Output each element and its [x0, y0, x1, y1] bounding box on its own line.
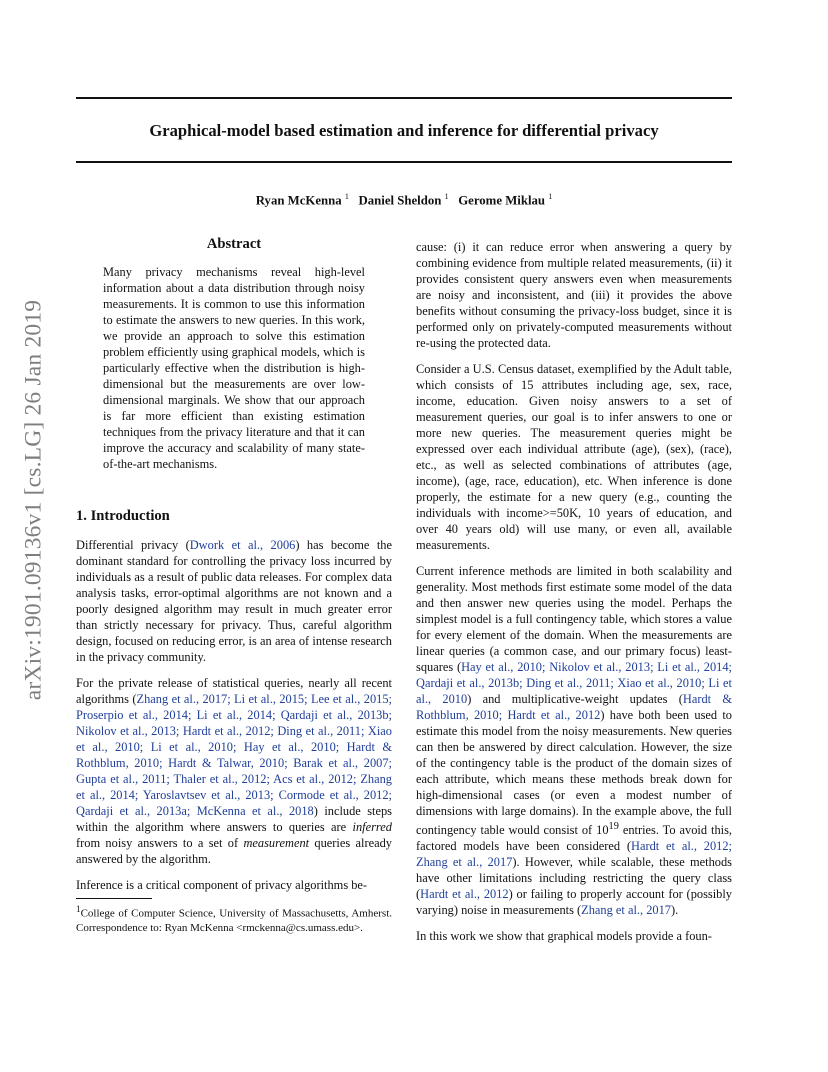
paragraph-gap [416, 351, 732, 361]
paper-title: Graphical-model based estimation and inference for differential privacy [149, 121, 659, 140]
citation-link[interactable]: Hardt et al., 2012; Zhang et al., 2017 [416, 839, 732, 870]
footnote [76, 902, 392, 936]
footnote-text: College of Computer Science, University of Massachusetts, Amherst. Correspondence to: Ryan McKenna <rmckenna@cs.umass.edu>. [76, 907, 392, 935]
paragraph-gap [416, 918, 732, 928]
arxiv-sidebar [14, 240, 54, 760]
left-column-body [76, 537, 392, 893]
author-name: Daniel Sheldon [358, 193, 442, 208]
text-run: entries. To avoid this, factored models have been considered ( [416, 823, 733, 854]
author-affiliation: 1 [344, 192, 349, 201]
text-run: ) have both been used to estimate this model from the noisy measurements. New queries can then be answered by direct calculation. However, the size of the contingency table is the product of the domain sizes of each attribute, which means these methods break down for high-dimensional cases (or even a modest number of dimensions with large domains). In the example above, the full contingency table would consist of 10 [416, 708, 732, 838]
author-list [76, 192, 732, 208]
section-heading-introduction: 1. Introduction [76, 508, 170, 524]
text-run: ). [670, 903, 679, 918]
abstract-heading: Abstract [206, 236, 262, 252]
text-run: ) or failing to properly account for (possibly varying) noise in measurements ( [416, 887, 732, 918]
superscript: 19 [608, 821, 619, 832]
author-affiliation: 1 [444, 192, 449, 201]
author-name: Gerome Miklau [458, 193, 546, 208]
right-column-body [416, 239, 732, 944]
text-run: For the private release of statistical queries, nearly all recent algorithms ( [76, 676, 392, 706]
top-rule [76, 97, 732, 99]
footnote-rule [76, 898, 152, 899]
body-paragraph: Consider a U.S. Census dataset, exemplified by the Adult table, which consists of 15 attributes including age, sex, race, income, education. Given noisy answers to a set of measurement queries, our goal is to infer answers to one or more new queries. The measurement queries might be expressed over each individual attribute (age), (sex), (race), etc., as well as selected combinations of attributes (age, income), (age, race, education), etc. When inference is done properly, the estimate for a new query (e.g., counting the individuals with income>=50K, 10 years of education, and over 40 years old) will use many, or even all, available measurements. [416, 362, 732, 552]
text-run: ). However, while scalable, these methods have other limitations including restricting the query class ( [416, 855, 733, 902]
text-run: ) and multiplicative-weight updates ( [467, 692, 683, 706]
intro-paragraph [76, 537, 392, 665]
text-run: Differential privacy ( [76, 538, 190, 552]
body-paragraph: In this work we show that graphical models provide a foun- [416, 929, 712, 944]
author-affiliation: 1 [548, 192, 553, 201]
footnote-mark: 1 [76, 904, 81, 914]
paragraph-gap [76, 665, 392, 675]
citation-link[interactable]: Hardt & Rothblum, 2010; Hardt et al., 2012 [416, 692, 732, 722]
arxiv-identifier: arXiv:1901.09136v1 [cs.LG] 26 Jan 2019 [20, 299, 47, 701]
citation-link[interactable]: Hay et al., 2010; Nikolov et al., 2013; Li et al., 2014; Qardaji et al., 2013b; Ding et al., 2011; Xiao et al., 2010; Li et al., 2010 [416, 660, 732, 706]
intro-paragraph [76, 675, 392, 867]
body-paragraph [416, 563, 732, 918]
abstract-text: Many privacy mechanisms reveal high-level information about a data distribution through noisy measurements. It is common to use this information to estimate the answers to new queries. In this work, we provide an approach to solve this estimation problem efficiently using graphical models, which is particularly effective when the distribution is high-dimensional but the measurements are over low-dimensional marginals. We show that our approach is far more efficient than existing estimation techniques from the privacy literature and that it can improve the accuracy and scalability of many state-of-the-art mechanisms. [103, 265, 365, 471]
author-name: Ryan McKenna [255, 193, 342, 208]
citation-link[interactable]: Hardt et al., 2012 [420, 887, 509, 902]
text-run: queries already answered by the algorithm. [76, 836, 392, 866]
text-run: ) has become the dominant standard for controlling the privacy loss incurred by individuals as a result of public data releases. For complex data analysis tasks, error-optimal algorithms are not known and a poorly designed algorithm may result in much greater error than strictly necessary for privacy. Thus, careful algorithm design, focused on reducing error, is an area of intense research in the privacy community. [76, 538, 392, 664]
emphasis-text: measurement [243, 836, 310, 850]
intro-paragraph: Inference is a critical component of privacy algorithms be- [76, 878, 368, 892]
text-run: from noisy answers to a set of [76, 836, 244, 850]
paragraph-gap [416, 553, 732, 563]
paragraph-gap [76, 867, 392, 877]
text-run: ) include steps within the algorithm where answers to queries are [76, 804, 393, 834]
body-paragraph: cause: (i) it can reduce error when answering a query by combining evidence from multiple related measurements, (ii) it provides consistent query answers even when measurements are noisy and inconsistent, and (iii) it provides the above benefits without consuming the privacy-loss budget, since it is performed only on privately-computed measurements without re-using the protected data. [416, 240, 732, 350]
citation-link[interactable]: Zhang et al., 2017 [581, 903, 671, 918]
citation-link[interactable]: Zhang et al., 2017; Li et al., 2015; Lee et al., 2015; Proserpio et al., 2014; Li et al., 2014; Qardaji et al., 2013b; Nikolov et al., 2013; Hardt et al., 2012; Ding et al., 2011; Xiao et al., 2010; Li et al., 2010; Hay et al., 2010; Hardt & Rothblum, 2010; Hardt & Talwar, 2010; Barak et al., 2007; Gupta et al., 2011; Thaler et al., 2012; Acs et al., 2012; Zhang et al., 2014; Yaroslavtsev et al., 2013; Cormode et al., 2012; Qardaji et al., 2013a; McKenna et al., 2018 [76, 692, 392, 818]
emphasis-text: inferred [352, 820, 392, 834]
citation-link[interactable]: Dwork et al., 2006 [189, 538, 296, 552]
text-run: Current inference methods are limited in both scalability and generality. Most methods first estimate some model of the data and then answer new queries using the model. Perhaps the simplest model is a full contingency table, which stores a value for every element of the domain. When the measurements are linear queries (a common case, and our primary focus) least-squares ( [416, 564, 732, 674]
title-bottom-rule [76, 161, 732, 163]
